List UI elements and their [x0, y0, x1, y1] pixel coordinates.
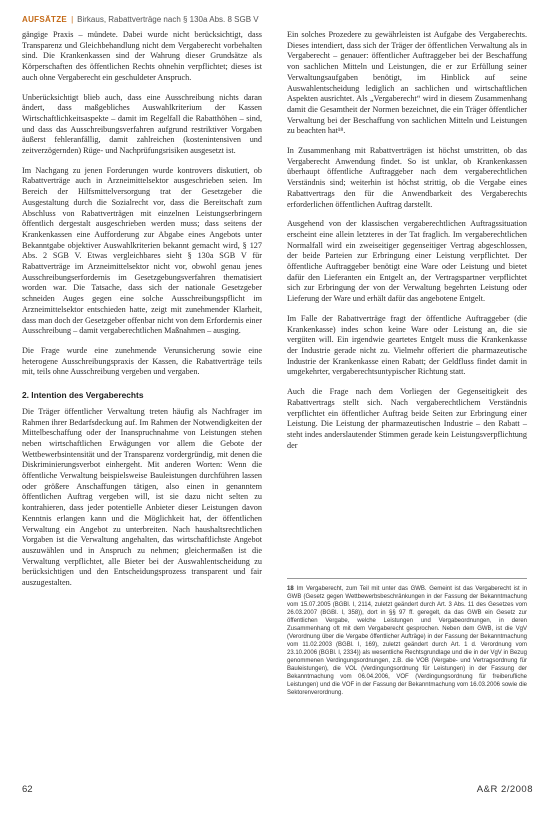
paragraph: In Zusammenhang mit Rabattverträgen ist höchst umstritten, ob das Vergaberecht Anwendung findet. So ist unklar, ob Krankenkassen überhaupt öffentliche Auftraggeber nach dem vergaberechtlichen Verständnis sind; weiterhin ist höchst strittig, ob die Vergabe eines Rabattvertrags den für die Anwendbarkeit des Vergaberechts erforderlichen öffentlichen Auftrag darstellt. [287, 146, 527, 209]
right-column [287, 30, 527, 457]
page-number: 62 [22, 784, 33, 795]
footnote [287, 578, 527, 697]
paragraph: Ein solches Prozedere zu gewährleisten ist Aufgabe des Vergaberechts. Dieses intendiert, dass sich der Träger der öffentlichen Verwaltung als in Vergaberecht – genauer: öffentlicher Auftraggeber bei der Beschaffung von sachlichen Mitteln und Leistungen, die er zur Erfüllung seiner Verwaltungsaufgaben benötigt, im Hinblick auf seine Auswahlentscheidung lediglich an sachlichen und wirtschaftlichen Aspekten ausrichtet. Als „Vergaberecht“ wird in diesem Zusammenhang damit die Gesamtheit der Normen bezeichnet, die ein Träger öffentlicher Verwaltung bei der Beschaffung von sachlichen Mitteln und Leistungen zu beachten hat¹⁸. [287, 30, 527, 136]
left-column [22, 30, 262, 598]
page-footer [22, 784, 533, 798]
header-separator: | [71, 15, 74, 24]
footnote-number: 18 [287, 586, 294, 592]
paragraph: Die Frage wurde eine zunehmende Verunsicherung sowie eine heterogene Ausschreibungspraxis der Kassen, die Rabattverträge teils mit, teils ohne Ausschreibung vergeben und vergaben. [22, 345, 262, 377]
paragraph: Ausgehend von der klassischen vergaberechtlichen Auftragssituation erscheint eine allein letzteres in der Tat fraglich. Im vergaberechtlichen Normalfall wird ein zweiseitiger gegenseitiger Vertrag abgeschlossen, der beide Parteien zur Erbringung einer Leistung verpflichtet. Der öffentliche Auftraggeber benötigt eine Ware oder Leistung und bietet dafür den Lieferanten ein Entgelt an, der Vertragspartner verpflichtet sich zur Erbringung der von der Verwaltung begehrten Leistung oder Lieferung der Ware und erhält dafür das angebotene Entgelt. [287, 219, 527, 304]
running-title: Birkaus, Rabattverträge nach § 130a Abs. 8 SGB V [77, 15, 259, 24]
paragraph: Die Träger öffentlicher Verwaltung treten häufig als Nachfrager im Rahmen ihrer Bedarfsdeckung auf. Im Rahmen der Notwendigkeiten der Mittelbeschaffung oder der Inanspruchnahme von Leistungen stehen neben wirtschaftlichen Erwägungen vor allem die Gebote der Wettbewerbsintensität und der Transparenz vordergründig, mit denen die Diskriminierungsverbot einhergeht. Mit anderen Worten: Wenn die öffentliche Verwaltung beispielsweise Bauleistungen durchführen lassen oder größere Anschaffungen tätigen, also einen in genanntem öffentlichen Auftrag vergeben will, ist sie dazu nicht selten zu kontrahieren, dass jeder potentielle Anbieter dieser Leistungen davon Kenntnis erlangen kann und die Möglichkeit hat, der öffentlichen Verwaltung ein Angebot zu unterbreiten. Nach haushaltsrechtlichen Vorgaben ist die Verwaltung angehalten, das wirtschaftlichste Angebot auszuwählen und in Anspruch zu nehmen; gleichermaßen ist die Verwaltung verpflichtet, alle Bieter bei der Auswahlentscheidung zu berücksichtigen und den Entscheidungsprozess transparent und fair auszugestalten. [22, 406, 262, 588]
paragraph: Im Nachgang zu jenen Forderungen wurde kontrovers diskutiert, ob Rabattverträge auch in Arzneimittelsektor ausgeschrieben seien. Im Bereich der Hilfsmittelversorgung trat der Gesetzgeber die Ausgestaltung durch die Sozialrecht vor, dass die Bereitschaft zum Abschluss von Rabattverträgen mit einzelnen Leistungserbringern öffentlich dergestalt ausgeschrieben werden muss; dass seitens der Krankenkassen eine Aufforderung zur Abgabe eines Angebots unter Bekanntgabe objektiver Auswahlkriterien bekannt gemacht wird, § 127 Abs. 2 SGB V. Etwas vergleichbares sieht § 130a SGB V für Rabattverträge im Arzneimittelsektor nicht vor, obwohl genau jenes Ausschreibungserfordernis im Gesetzgebungsverfahren thematisiert worden war. Die Tatsache, dass sich der nationale Gesetzgeber schneiden Auges gegen eine solche Ausschreibungspflicht im Arzneimittelsektor entschieden hatte, zeigt mit zunehmender Klarheit, dass man doch der Gesetzgeber offenbar nicht von dem Erfordernis einer Ausschreibung – damit vergaberechtlichen Maßnahmen – ausging. [22, 165, 262, 336]
paragraph: Auch die Frage nach dem Vorliegen der Gegenseitigkeit des Rabattvertrags stellt sich. Nach vergaberechtlichem Verständnis verpflichtet ein öffentlicher Auftrag beide Seiten zur Erbringung einer Leistung. Die Leistung der pharmazeutischen Industrie – den Rabatt – steht indes anderslautender Stimmen gerade kein Leistungsverpflichtung der [287, 387, 527, 450]
running-header [22, 12, 533, 28]
paragraph: gängige Praxis – mündete. Dabei wurde nicht berücksichtigt, dass Transparenz und Gleichbehandlung nicht dem Vergaberecht vorbehalten sind. Die Krankenkassen sind der Wahrung dieser Grundsätze als Körperschaften des öffentlichen Rechts ohnehin verpflichtet; dieses ist auch ohne Vergaberecht ein geschuldeter Anspruch. [22, 30, 262, 82]
footnote-text: Im Vergaberecht, zum Teil mit unter das GWB. Gemeint ist das Vergaberecht ist in GWB (Gesetz gegen Wettbewerbsbeschränkungen in der Fassung der Bekanntmachung vom 15.07.2005 (BGBl. I, 2114, zuletzt geändert durch Art. 3 Abs. 11 des Gesetzes vom 26.03.2007 (BGBl. I, 358)), dort in §§ 97 ff. geregelt, da das GWB ein Gesetz zur öffentlichen Vergabe, welche Leistungen und Vergabeordnungen, in deren Zusammenhang oft mit dem Vergaberecht gesprochen. Neben dem GWB, ist die VgV (Verordnung über die Vergabe öffentlicher Aufträge) in der Fassung der Bekanntmachung vom 11.02.2003 (BGBl. I, 169), zuletzt geändert durch Art. 1 d. Verordnung vom 23.10.2006 (BGBl. I, 2334)) als wesentliche Rechtsgrundlage und die in der VgV in Bezug genommenen Verdingungsordnungen, z.B. die VOB (Vergabe- und Vertragsordnung für Bauleistungen), die VOL (Verdingungsordnung für Leistungen) in der Fassung der Bekanntmachung vom 06.04.2006, VOF (Verdingungsordnung für freiberufliche Leistungen) und die VOF in der Fassung der Bekanntmachung vom 16.03.2006 sowie die Sektorenverordnung. [287, 586, 527, 696]
paragraph: Unberücksichtigt blieb auch, dass eine Ausschreibung nichts daran ändert, dass maßgebliches Auswahlkriterium der Kassen Wirtschaftlichkeitsaspekte – damit im Regelfall die Rabatthöhen – sind, und dass das Ausschreibungsverfahren aufgrund restriktiver Vorgaben äußerst fehleranfällig, damit zahlreichen (kostenintensiven und zeitverzögernden) Rüge- und Nachprüfungsrisiken ausgesetzt ist. [22, 92, 262, 156]
journal-issue: A&R 2/2008 [476, 784, 533, 795]
section-label: AUFSÄTZE [22, 15, 68, 24]
paragraph: Im Falle der Rabattverträge fragt der öffentliche Auftraggeber (die Krankenkasse) indes schon keine Ware oder Leistung an, die sie vergüten will. Ein irgendwie geartetes Entgelt muss die Krankenkasse der Industrie gerade nicht zu. Vielmehr offeriert die pharmazeutische Industrie der Krankenkasse einen Rabatt; der Geldfluss findet damit in umgekehrter, vergaberechtsuntypischer Richtung statt. [287, 313, 527, 377]
section-heading: 2. Intention des Vergaberechts [22, 390, 144, 401]
